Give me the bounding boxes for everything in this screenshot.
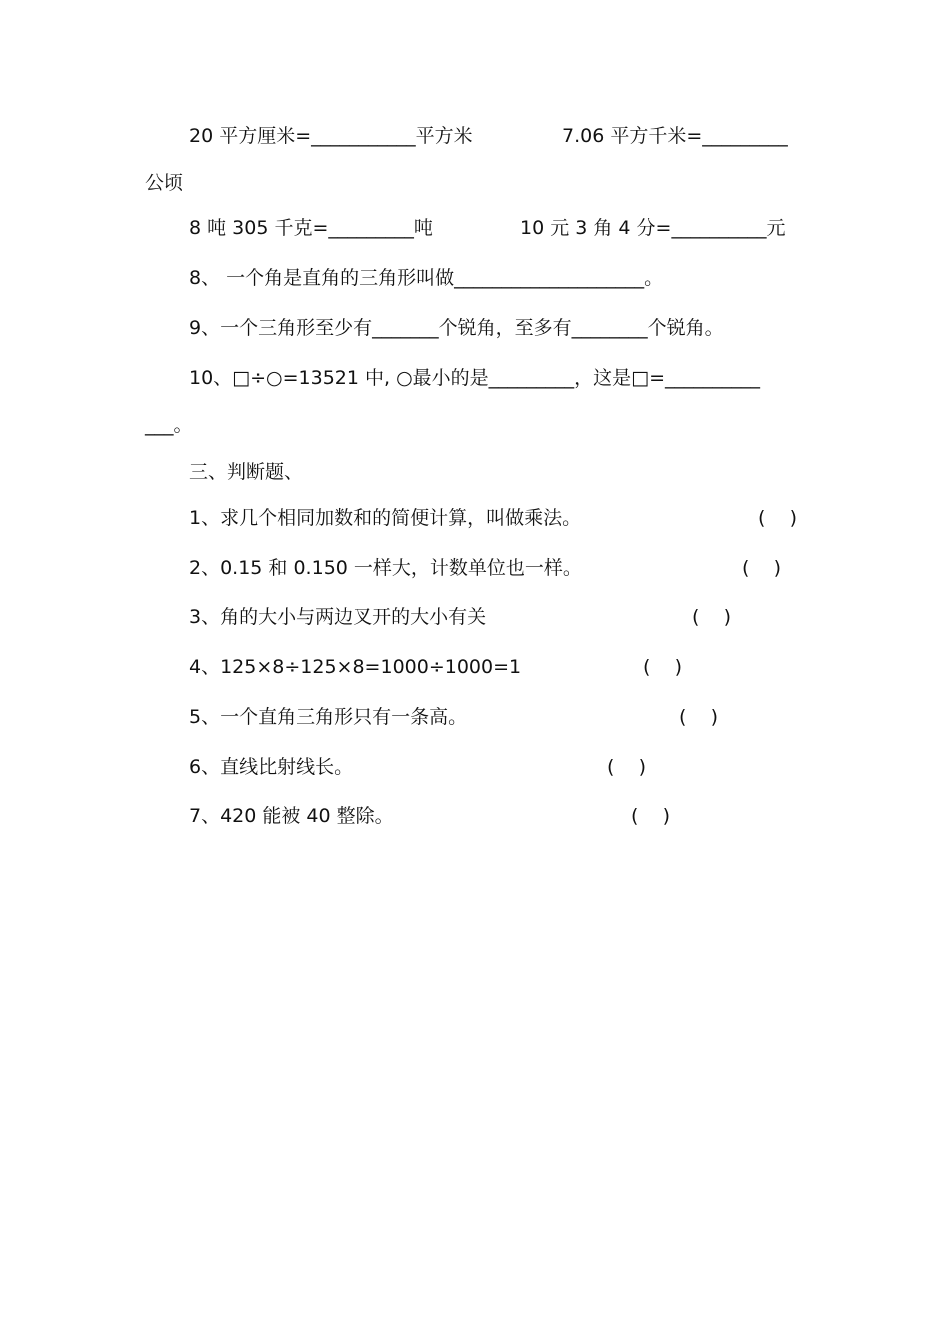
fill-line1-right: 7.06 平方千米=_________	[562, 125, 788, 147]
answer-paren-3[interactable]: ( )	[692, 606, 731, 628]
judgement-item-6: 6、直线比射线长。	[189, 756, 354, 778]
answer-paren-2[interactable]: ( )	[742, 557, 781, 579]
judgement-item-2: 2、0.15 和 0.150 一样大，计数单位也一样。	[189, 557, 582, 579]
answer-paren-6[interactable]: ( )	[607, 756, 646, 778]
section-heading-judgement: 三、判断题、	[189, 461, 304, 483]
fill-line2-right: 10 元 3 角 4 分=__________元	[520, 217, 786, 239]
answer-paren-4[interactable]: ( )	[643, 656, 682, 678]
answer-paren-1[interactable]: ( )	[758, 507, 797, 529]
answer-paren-7[interactable]: ( )	[631, 805, 670, 827]
judgement-item-3: 3、角的大小与两边叉开的大小有关	[189, 606, 487, 628]
fill-line1-wrap: 公顷	[145, 172, 184, 194]
fill-line1-left: 20 平方厘米=___________平方米	[189, 125, 473, 147]
question-10: 10、□÷○=13521 中, ○最小的是_________，这是□=__________	[189, 367, 761, 389]
judgement-item-5: 5、一个直角三角形只有一条高。	[189, 706, 468, 728]
judgement-item-7: 7、420 能被 40 整除。	[189, 805, 394, 827]
question-9: 9、一个三角形至少有_______个锐角，至多有________个锐角。	[189, 317, 724, 339]
judgement-item-1: 1、求几个相同加数和的简便计算，叫做乘法。	[189, 507, 582, 529]
answer-paren-5[interactable]: ( )	[679, 706, 718, 728]
judgement-item-4: 4、125×8÷125×8=1000÷1000=1	[189, 656, 522, 678]
question-10-wrap: ___。	[145, 414, 193, 436]
fill-line2-left: 8 吨 305 千克=_________吨	[189, 217, 433, 239]
question-8: 8、 一个角是直角的三角形叫做____________________。	[189, 267, 664, 289]
